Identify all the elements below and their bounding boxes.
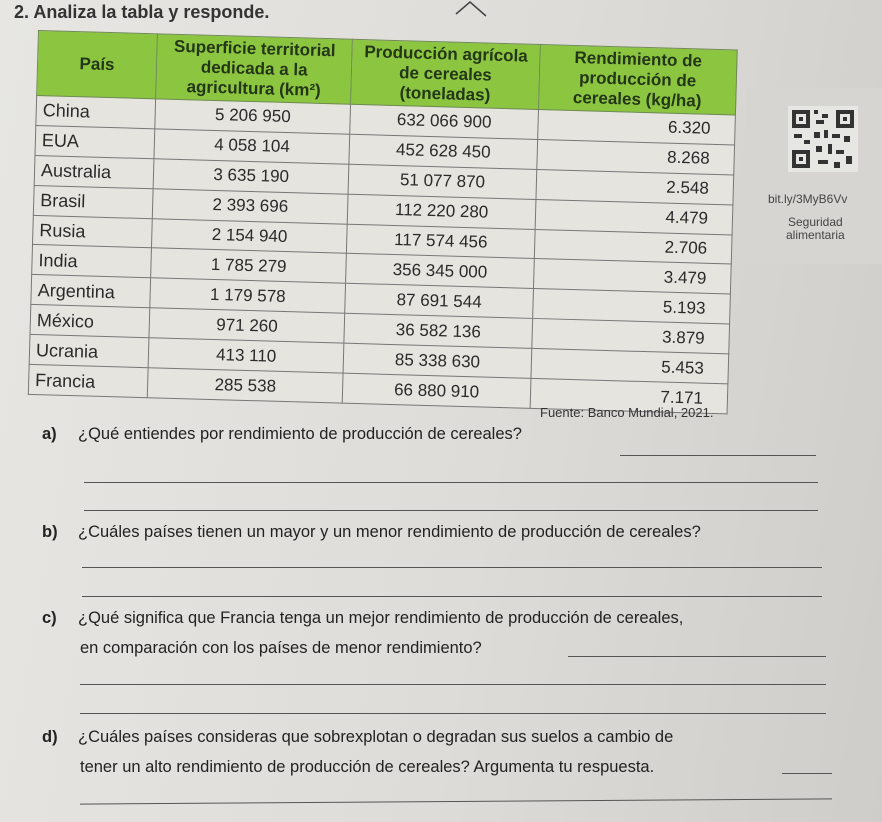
cell-yield: 5.193 [532, 289, 730, 324]
question-c [42, 609, 683, 628]
question-text: ¿Cuáles países consideras que sobrexplotan o degradan sus suelos a cambio de [78, 728, 674, 746]
cell-yield: 2.706 [534, 229, 732, 264]
qr-sidebar [746, 88, 882, 264]
cell-production: 632 066 900 [350, 104, 538, 139]
qr-caption-line-1: Seguridad [787, 215, 843, 229]
cell-production: 85 338 630 [343, 343, 531, 378]
cell-yield: 3.879 [532, 319, 730, 354]
cell-yield: 4.479 [535, 199, 733, 234]
cell-area: 971 260 [149, 308, 345, 343]
qr-code-icon[interactable] [788, 106, 858, 172]
question-letter: d) [42, 728, 58, 746]
cell-area: 4 058 104 [154, 129, 350, 164]
question-a [42, 425, 522, 444]
question-letter: c) [42, 609, 57, 627]
cell-country: Argentina [31, 275, 151, 308]
qr-caption-line-2: alimentaria [786, 228, 845, 242]
qr-caption [786, 216, 845, 242]
cell-country: México [30, 305, 150, 338]
cell-production: 356 345 000 [346, 254, 534, 289]
cell-production: 87 691 544 [345, 284, 533, 319]
cell-yield: 6.320 [537, 109, 735, 144]
cell-yield: 3.479 [533, 259, 731, 294]
answer-line[interactable] [84, 482, 818, 483]
header-yield: Rendimiento de producción de cereales (kg/ha) [538, 45, 737, 115]
cell-area: 413 110 [148, 338, 344, 373]
question-text: ¿Qué significa que Francia tenga un mejor rendimiento de producción de cereales, [78, 609, 684, 627]
cell-country: Ucrania [29, 335, 149, 368]
answer-line[interactable] [620, 455, 816, 456]
cell-yield: 7.171 [530, 378, 728, 413]
cell-area: 1 179 578 [150, 278, 346, 313]
answer-line[interactable] [82, 567, 822, 568]
cell-yield: 2.548 [536, 169, 734, 204]
question-text: ¿Cuáles países tienen un mayor y un menor rendimiento de producción de cereales? [78, 523, 701, 541]
cell-country: Francia [28, 364, 148, 397]
header-country: País [37, 31, 158, 99]
question-d-line2: tener un alto rendimiento de producción de cereales? Argumenta tu respuesta. [80, 758, 655, 776]
cell-country: EUA [35, 125, 155, 158]
cell-area: 2 393 696 [152, 188, 348, 223]
qr-link[interactable]: bit.ly/3MyB6Vv [768, 192, 848, 206]
cell-area: 2 154 940 [151, 218, 347, 253]
data-table [28, 30, 738, 414]
cell-country: Rusia [32, 215, 152, 248]
answer-line[interactable] [82, 596, 822, 597]
cell-country: China [36, 95, 156, 128]
cell-area: 5 206 950 [155, 99, 351, 134]
cell-yield: 8.268 [537, 139, 735, 174]
cell-country: Brasil [33, 185, 153, 218]
cell-production: 36 582 136 [344, 313, 532, 348]
cell-yield: 5.453 [531, 349, 729, 384]
data-table-wrapper [28, 30, 738, 414]
question-b [42, 523, 701, 542]
header-production: Producción agrícola de cereales (toneladas) [351, 39, 540, 109]
exercise-heading: 2. Analiza la tabla y responde. [14, 2, 270, 22]
cell-country: Australia [34, 155, 154, 188]
cell-production: 51 077 870 [348, 164, 536, 199]
cell-production: 117 574 456 [347, 224, 535, 259]
answer-line[interactable] [80, 684, 826, 685]
answer-line[interactable] [80, 798, 832, 804]
cell-area: 285 538 [147, 368, 343, 403]
answer-line[interactable] [84, 510, 818, 511]
question-c-line2: en comparación con los países de menor rendimiento? [80, 639, 482, 657]
answer-line[interactable] [568, 656, 826, 657]
header-area: Superficie territorial dedicada a la agricultura (km²) [156, 34, 353, 104]
cell-area: 1 785 279 [151, 248, 347, 283]
answer-line[interactable] [80, 713, 826, 714]
pen-mark [454, 0, 494, 20]
cell-country: India [32, 245, 152, 278]
question-letter: a) [42, 425, 57, 443]
cell-production: 66 880 910 [343, 373, 531, 408]
table-source: Fuente: Banco Mundial, 2021. [540, 405, 714, 420]
question-d [42, 728, 673, 747]
cell-production: 452 628 450 [349, 134, 537, 169]
answer-line[interactable] [782, 773, 832, 774]
cell-production: 112 220 280 [348, 194, 536, 229]
question-text: ¿Qué entiendes por rendimiento de producción de cereales? [78, 425, 522, 443]
cell-area: 3 635 190 [153, 159, 349, 194]
question-letter: b) [42, 523, 58, 541]
